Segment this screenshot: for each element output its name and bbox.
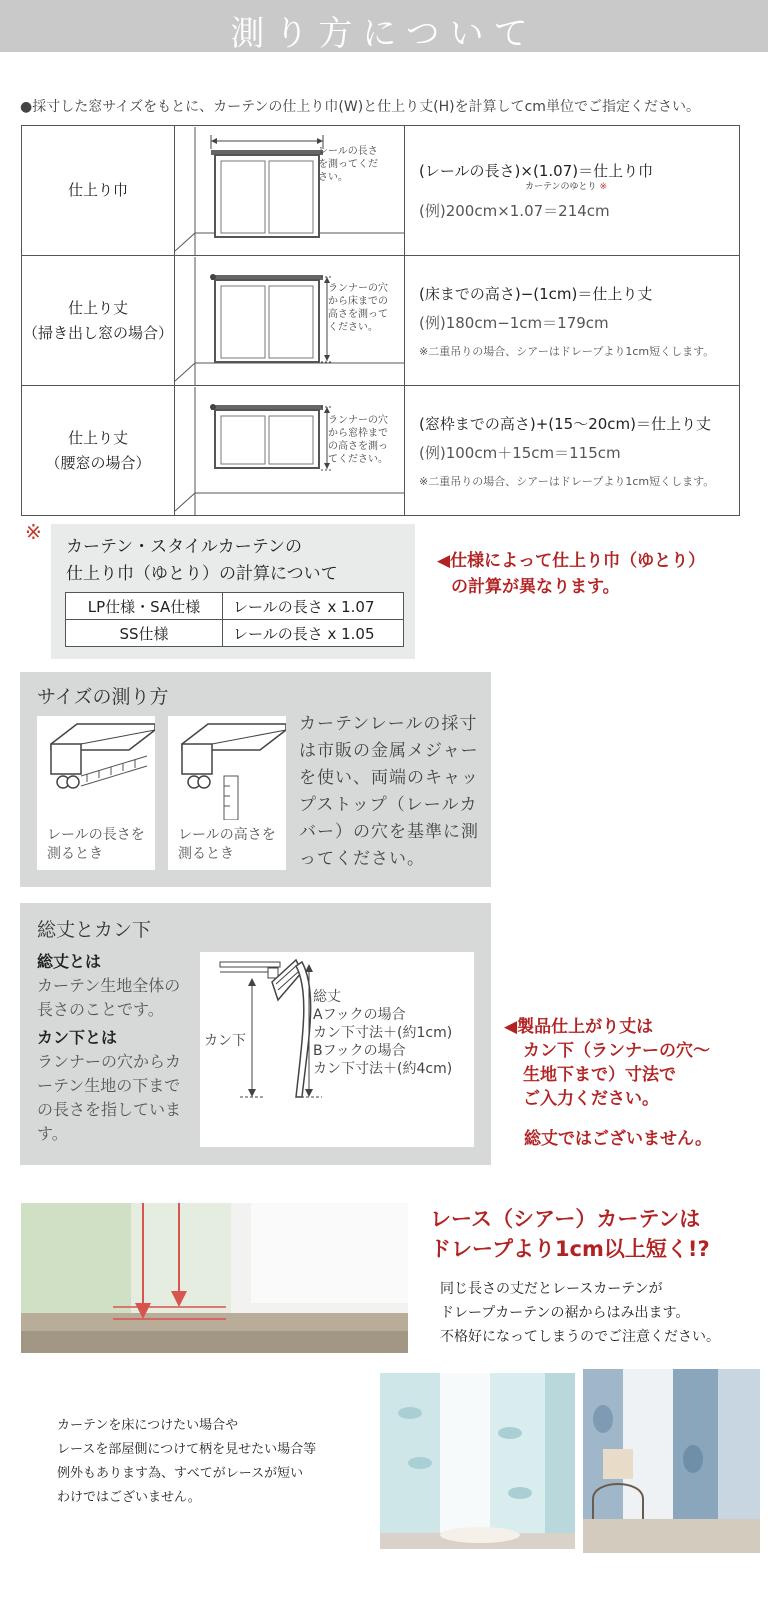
- footnote-text: ※二重吊りの場合、シアーはドレープより1cm短くします。: [419, 474, 715, 488]
- row-label-line: （掃き出し窓の場合）: [22, 323, 173, 342]
- asterisk-mark: ※: [25, 520, 42, 544]
- asterisk-mark: ※: [599, 182, 607, 192]
- example-text: (例)180cm−1cm＝179cm: [419, 313, 609, 332]
- exception-note: [57, 1414, 316, 1510]
- total-definitions: [37, 950, 192, 1146]
- rail-height-card: [168, 716, 286, 870]
- hook-note: カン下寸法＋(約4cm): [313, 1061, 453, 1077]
- table-row: [22, 256, 740, 386]
- window-diagram-cell: [175, 126, 405, 256]
- table-row: [66, 620, 404, 647]
- card-caption: 測るとき: [178, 846, 234, 862]
- lace-drape-photo: [21, 1203, 408, 1353]
- measurement-table: [21, 125, 740, 516]
- note-line: カン下（ランナーの穴〜: [523, 1041, 710, 1061]
- drape-room-illustration: [583, 1369, 760, 1553]
- exception-line: レースを部屋側につけて柄を見せたい場合等: [57, 1442, 317, 1457]
- formula-text: (床までの高さ)−(1cm)＝仕上り丈: [419, 284, 653, 303]
- diagram-note: レールの長さ: [318, 145, 378, 157]
- not-total-note: 総丈ではございません。: [524, 1129, 713, 1149]
- row-label: [22, 126, 175, 256]
- formula-cell: [405, 256, 740, 386]
- diagram-note: 高さを測って: [328, 308, 388, 320]
- diagram-note: さい。: [318, 171, 348, 183]
- diagram-note: の高さを測っ: [328, 440, 388, 452]
- lace-title-line: ドレープより1cm以上短く!?: [430, 1237, 710, 1261]
- note-line: ◀製品仕上がり丈は: [504, 1017, 654, 1037]
- size-description: カーテンレールの採寸は市販の金属メジャーを使い、両端のキャップストップ（レールカバー）の穴を基準に測ってください。: [299, 714, 479, 869]
- table-row: [66, 593, 404, 620]
- product-length-note: [504, 1015, 710, 1111]
- yutori-note: カーテンのゆとり: [525, 182, 597, 192]
- note-line: 生地下まで）寸法で: [523, 1065, 676, 1085]
- rail-length-illustration: [37, 716, 155, 816]
- lace-room-photo: [380, 1373, 575, 1549]
- row-label-line: 仕上り巾: [67, 181, 128, 199]
- window-diagram-cell: [175, 256, 405, 386]
- hook-note: Bフックの場合: [313, 1043, 406, 1059]
- lace-desc-line: 同じ長さの丈だとレースカーテンが: [440, 1281, 663, 1297]
- rail-height-illustration: [168, 716, 286, 820]
- note-line: の計算が異なります。: [451, 577, 620, 597]
- lace-description: [440, 1277, 720, 1349]
- card-caption: 測るとき: [47, 846, 103, 862]
- diagram-note: ランナーの穴: [328, 414, 388, 426]
- hook-note: Aフックの場合: [313, 1007, 406, 1023]
- spec-type: LP仕様・SA仕様: [66, 593, 223, 620]
- diagram-note: から窓枠まで: [328, 427, 388, 439]
- formula-cell: [405, 386, 740, 516]
- formula-text: (レールの長さ)×(1.07)＝仕上り巾: [419, 162, 654, 180]
- rail-length-card: [37, 716, 155, 870]
- formula-text: (窓枠までの高さ)+(15〜20cm)＝仕上り丈: [419, 414, 712, 433]
- calc-title: [66, 534, 338, 588]
- size-section-title: サイズの測り方: [37, 686, 169, 708]
- calc-title-line: 仕上り巾（ゆとり）の計算について: [66, 564, 338, 584]
- intro-text: ●採寸した窓サイズをもとに、カーテンの仕上り巾(W)と仕上り丈(H)を計算してcm単位でご指定ください。: [20, 99, 700, 115]
- drape-room-photo: [583, 1369, 760, 1553]
- exception-line: わけではございません。: [57, 1490, 201, 1505]
- row-label-line: 仕上り丈: [67, 428, 128, 447]
- table-row: [22, 386, 740, 516]
- diagram-note: を測ってくだ: [318, 158, 378, 170]
- formula-cell: [405, 126, 740, 256]
- card-caption: レールの長さを: [47, 827, 145, 843]
- page-title: 測り方について: [230, 14, 538, 54]
- exception-line: カーテンを床につけたい場合や: [57, 1418, 239, 1433]
- spec-calc: レールの長さ x 1.05: [223, 620, 404, 647]
- table-row: [22, 126, 740, 256]
- definition-heading: 総丈とは: [37, 952, 102, 971]
- example-text: (例)200cm×1.07＝214cm: [419, 202, 610, 220]
- diagram-note: てください。: [328, 453, 388, 465]
- hook-note: カン下寸法＋(約1cm): [313, 1025, 453, 1041]
- kanshita-label: カン下: [204, 1033, 246, 1049]
- spec-type: SS仕様: [66, 620, 223, 647]
- row-label-line: （腰窓の場合）: [45, 453, 151, 472]
- lace-desc-line: 不格好になってしまうのでご注意ください。: [440, 1329, 720, 1345]
- footnote-text: ※二重吊りの場合、シアーはドレープより1cm短くします。: [419, 344, 715, 358]
- lace-title-line: レース（シアー）カーテンは: [430, 1207, 701, 1231]
- example-text: (例)100cm＋15cm＝115cm: [419, 443, 621, 462]
- note-line: ご入力ください。: [523, 1089, 659, 1109]
- total-section-title: 総丈とカン下: [37, 919, 152, 941]
- calc-title-line: カーテン・スタイルカーテンの: [66, 537, 302, 557]
- diagram-note: ください。: [328, 321, 378, 333]
- note-line: ◀仕様によって仕上り巾（ゆとり）: [437, 551, 706, 571]
- total-label: 総丈: [313, 989, 341, 1005]
- calc-table: [65, 592, 404, 647]
- lace-desc-line: ドレープカーテンの裾からはみ出ます。: [440, 1305, 690, 1321]
- row-label: [22, 256, 175, 386]
- diagram-note: から床までの: [328, 295, 388, 307]
- row-label: [22, 386, 175, 516]
- spec-calc: レールの長さ x 1.07: [223, 593, 404, 620]
- total-length-diagram: [200, 952, 474, 1147]
- exception-line: 例外もあります為、すべてがレースが短い: [57, 1466, 304, 1481]
- definition-text: ランナーの穴からカーテン生地の下までの長さを指しています。: [37, 1052, 182, 1143]
- row-label-line: 仕上り丈: [67, 298, 128, 317]
- diagram-note: ランナーの穴: [328, 282, 388, 294]
- card-caption: レールの高さを: [178, 827, 276, 843]
- window-diagram-cell: [175, 386, 405, 516]
- spec-warning-note: [437, 548, 705, 600]
- lace-room-illustration: [380, 1373, 575, 1549]
- definition-text: カーテン生地全体の長さのことです。: [37, 976, 181, 1019]
- lace-title: [430, 1204, 710, 1264]
- lace-drape-illustration: [21, 1203, 408, 1353]
- definition-heading: カン下とは: [37, 1028, 118, 1047]
